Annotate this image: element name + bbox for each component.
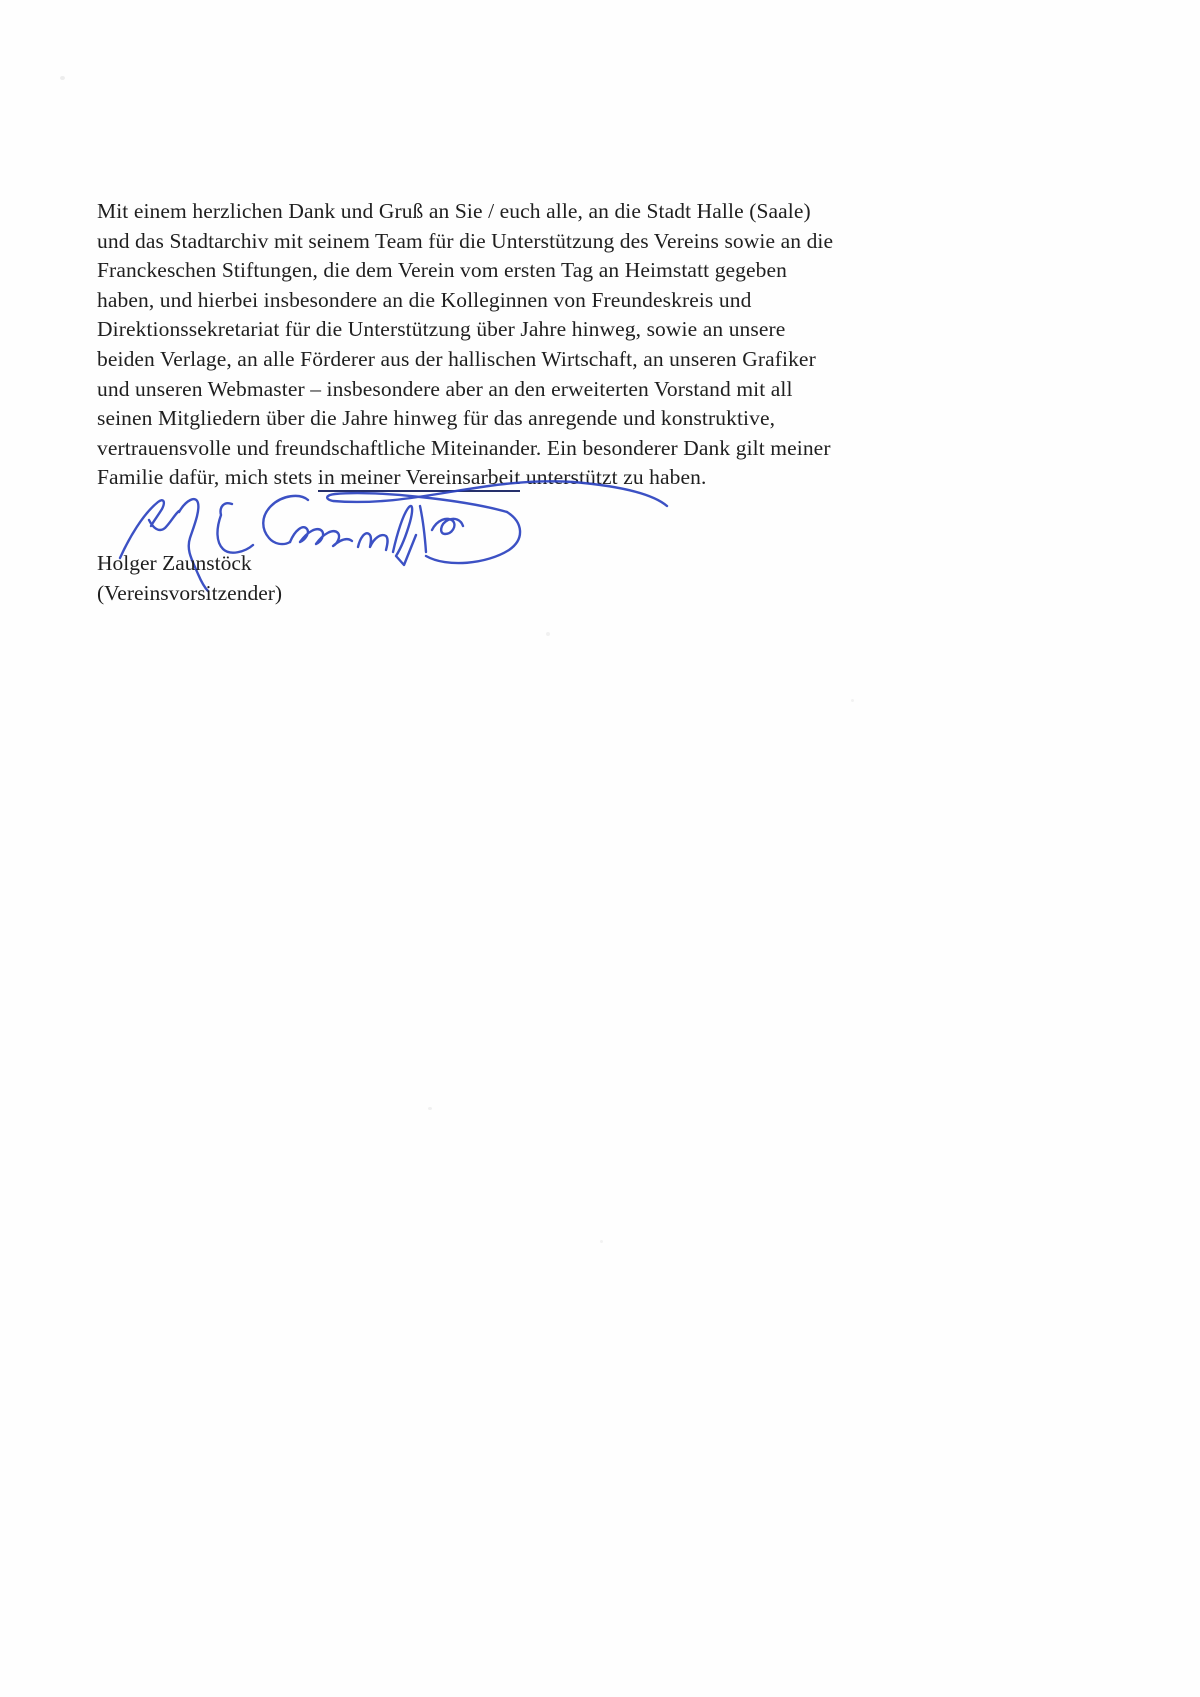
signature-stroke: [217, 503, 253, 552]
scan-speck: [428, 1107, 432, 1110]
paragraph-line: beiden Verlage, an alle Förderer aus der hallischen Wirtschaft, an unseren Grafiker: [97, 346, 816, 371]
paragraph-text: unterstützt zu haben.: [520, 465, 707, 490]
letter-body-paragraph: [97, 197, 917, 493]
paragraph-line: haben, und hierbei insbesondere an die Kolleginnen von Freundeskreis und: [97, 287, 752, 312]
signature-stroke: [263, 496, 308, 544]
scan-speck: [60, 76, 65, 80]
signature-stroke: [420, 506, 426, 552]
signatory-name: Holger Zaunstöck: [97, 551, 252, 575]
paragraph-line: und das Stadtarchiv mit seinem Team für die Unterstützung des Vereins sowie an die: [97, 228, 834, 253]
signature-stroke: [393, 506, 416, 565]
signature-stroke: [290, 527, 352, 546]
paragraph-line: Franckeschen Stiftungen, die dem Verein vom ersten Tag an Heimstatt gegeben: [97, 258, 788, 283]
scan-speck: [851, 699, 854, 702]
underlined-phrase: in meiner Vereinsarbeit: [318, 465, 521, 492]
signature-stroke: [358, 533, 388, 550]
signature-stroke: [426, 512, 520, 563]
paragraph-line: Direktionssekretariat für die Unterstützung über Jahre hinweg, sowie an unsere: [97, 317, 786, 342]
scan-speck: [546, 632, 550, 636]
paragraph-line-last: [97, 463, 917, 493]
paragraph-text: Familie dafür, mich stets: [97, 465, 318, 490]
scan-speck: [600, 1240, 603, 1243]
signatory-role: (Vereinsvorsitzender): [97, 580, 283, 605]
paragraph-line: seinen Mitgliedern über die Jahre hinweg für das anregende und konstruktive,: [97, 406, 776, 431]
signature-stroke: [149, 511, 179, 530]
paragraph-line: Mit einem herzlichen Dank und Gruß an Sie / euch alle, an die Stadt Halle (Saale): [97, 199, 811, 223]
paragraph-line: vertrauensvolle und freundschaftliche Miteinander. Ein besonderer Dank gilt meiner: [97, 435, 831, 460]
signature-block: [97, 549, 282, 608]
signature-stroke: [432, 519, 463, 534]
paragraph-line: und unseren Webmaster – insbesondere aber an den erweiterten Vorstand mit all: [97, 376, 793, 401]
